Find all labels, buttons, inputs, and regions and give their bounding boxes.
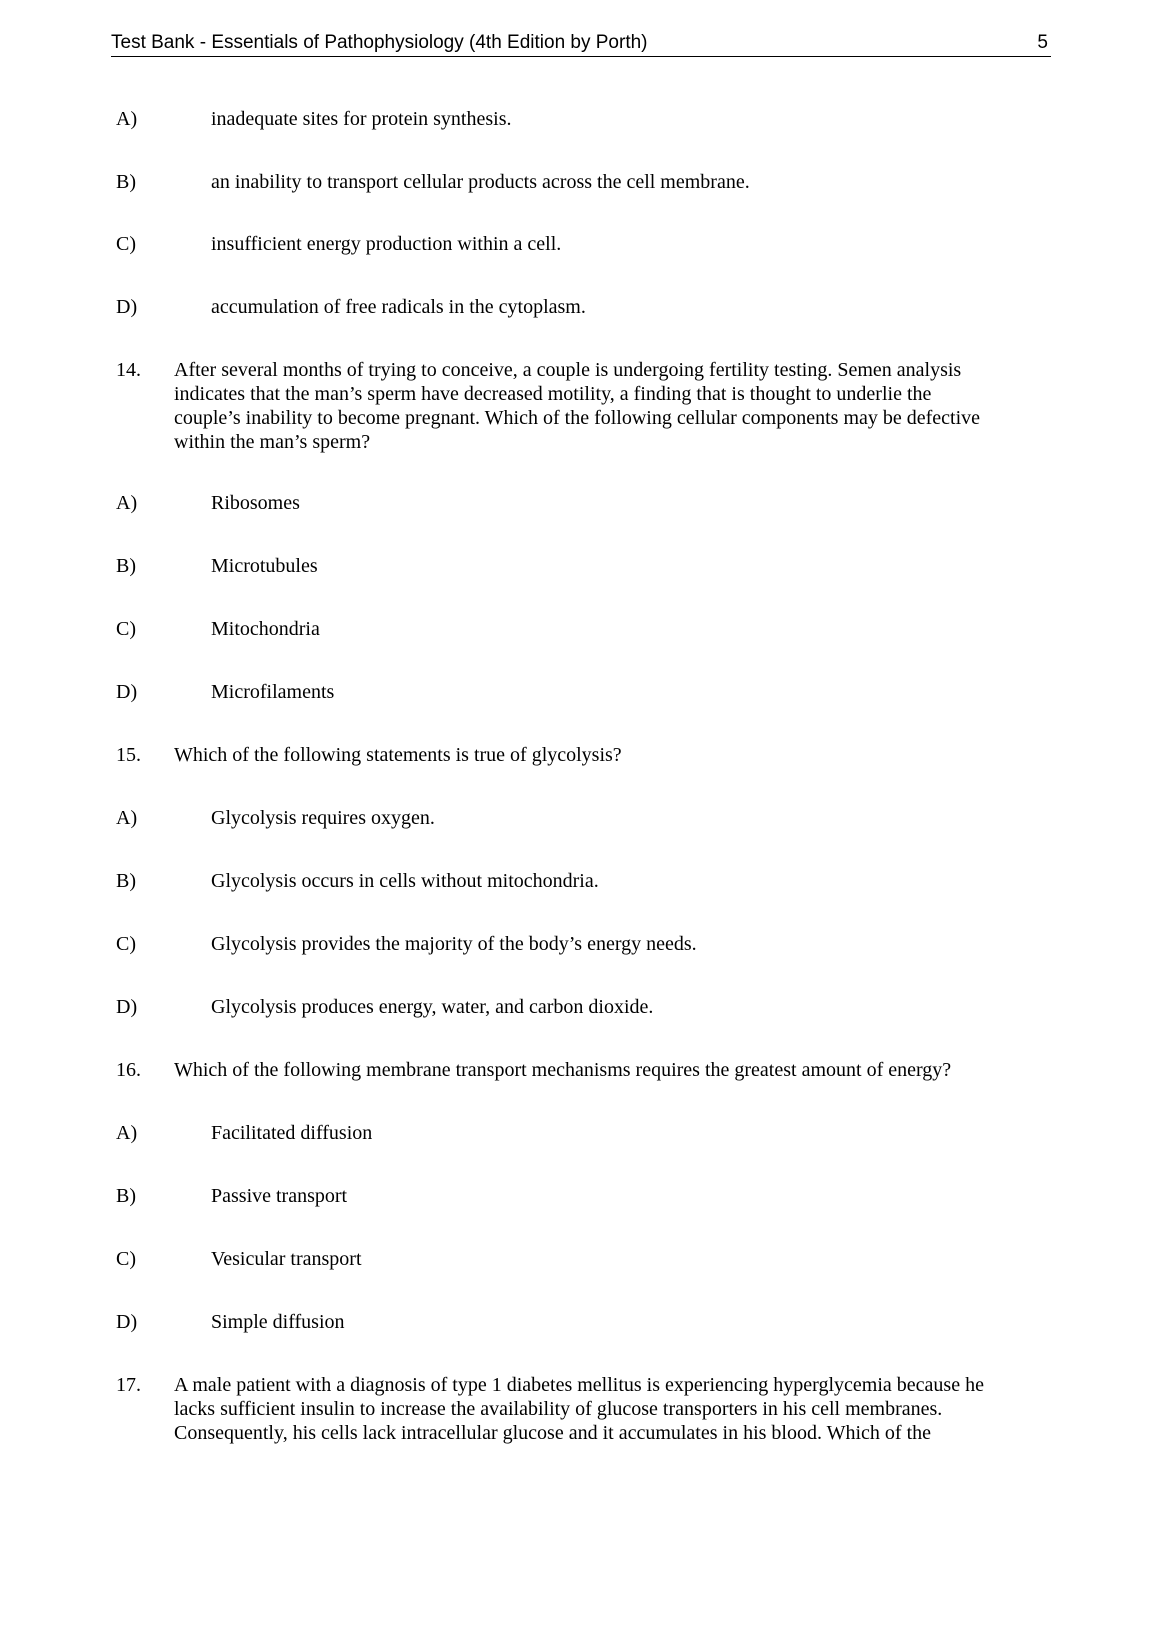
option-text: Glycolysis occurs in cells without mitochondria. bbox=[211, 870, 599, 892]
question-number: 14. bbox=[116, 359, 141, 381]
option-text: Mitochondria bbox=[211, 618, 320, 640]
question-stem-line: lacks sufficient insulin to increase the availability of glucose transporters in his cell membranes. bbox=[174, 1398, 943, 1420]
question-stem-line: After several months of trying to conceive, a couple is undergoing fertility testing. Semen analysis bbox=[174, 359, 962, 381]
option-label: D) bbox=[116, 681, 138, 703]
option-text: Microfilaments bbox=[211, 681, 335, 703]
option-text: inadequate sites for protein synthesis. bbox=[211, 108, 512, 130]
question-stem bbox=[174, 1373, 1054, 1445]
question-stem-line: Which of the following statements is true of glycolysis? bbox=[174, 744, 622, 766]
question-stem-line: A male patient with a diagnosis of type 1 diabetes mellitus is experiencing hyperglycemia because he bbox=[174, 1374, 984, 1396]
option-text: Passive transport bbox=[211, 1185, 348, 1207]
question-stem bbox=[174, 1058, 1054, 1082]
option-label: C) bbox=[116, 233, 136, 255]
option-label: D) bbox=[116, 296, 138, 318]
option-text: Glycolysis requires oxygen. bbox=[211, 807, 435, 829]
option-label: D) bbox=[116, 996, 138, 1018]
page-header bbox=[111, 30, 1051, 57]
option-label: C) bbox=[116, 618, 136, 640]
option-label: A) bbox=[116, 108, 138, 130]
question-stem bbox=[174, 358, 1054, 454]
option-text: Simple diffusion bbox=[211, 1311, 345, 1333]
option-text: an inability to transport cellular products across the cell membrane. bbox=[211, 171, 750, 193]
option-text: insufficient energy production within a cell. bbox=[211, 233, 562, 255]
option-text: Glycolysis provides the majority of the body’s energy needs. bbox=[211, 933, 697, 955]
option-text: Facilitated diffusion bbox=[211, 1122, 373, 1144]
question-number: 16. bbox=[116, 1059, 141, 1081]
option-text: Microtubules bbox=[211, 555, 318, 577]
option-text: accumulation of free radicals in the cytoplasm. bbox=[211, 296, 586, 318]
question-stem-line: indicates that the man’s sperm have decreased motility, a finding that is thought to underlie the bbox=[174, 383, 932, 405]
option-label: B) bbox=[116, 171, 136, 193]
question-number: 15. bbox=[116, 744, 141, 766]
question-stem-line: Consequently, his cells lack intracellular glucose and it accumulates in his blood. Which of the bbox=[174, 1422, 932, 1444]
question-stem-line: within the man’s sperm? bbox=[174, 431, 371, 453]
header-title: Test Bank - Essentials of Pathophysiology (4th Edition by Porth) bbox=[111, 32, 648, 53]
question-stem-line: couple’s inability to become pregnant. Which of the following cellular components may be defective bbox=[174, 407, 981, 429]
option-label: C) bbox=[116, 933, 136, 955]
option-text: Vesicular transport bbox=[211, 1248, 362, 1270]
question-number: 17. bbox=[116, 1374, 141, 1396]
option-text: Glycolysis produces energy, water, and carbon dioxide. bbox=[211, 996, 654, 1018]
question-stem bbox=[174, 743, 1054, 767]
option-label: B) bbox=[116, 555, 136, 577]
option-label: A) bbox=[116, 492, 138, 514]
option-label: B) bbox=[116, 870, 136, 892]
question-stem-line: Which of the following membrane transport mechanisms requires the greatest amount of energy? bbox=[174, 1059, 952, 1081]
option-label: A) bbox=[116, 1122, 138, 1144]
option-label: C) bbox=[116, 1248, 136, 1270]
option-label: B) bbox=[116, 1185, 136, 1207]
page-number: 5 bbox=[1037, 32, 1048, 53]
option-label: A) bbox=[116, 807, 138, 829]
option-text: Ribosomes bbox=[211, 492, 300, 514]
option-label: D) bbox=[116, 1311, 138, 1333]
